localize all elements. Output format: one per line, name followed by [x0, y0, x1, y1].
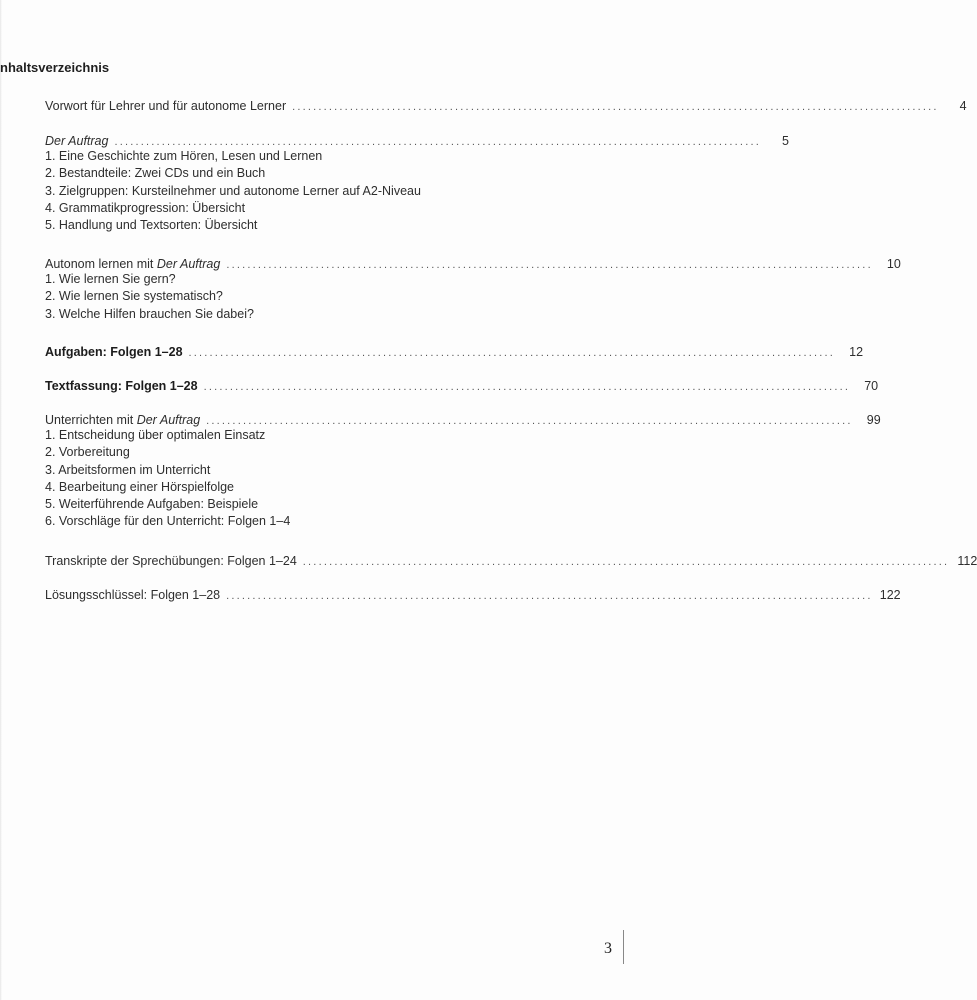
- toc-entry-transkripte[interactable]: [45, 550, 977, 568]
- toc-subentry: 2. Vorbereitung: [45, 445, 130, 460]
- toc-heading: nhaltsverzeichnis: [0, 60, 110, 75]
- toc-entry-page: 112: [957, 554, 977, 568]
- leader-dots: ...........................................................................................................................: [114, 136, 761, 148]
- toc-subentry: 5. Weiterführende Aufgaben: Beispiele: [45, 497, 259, 512]
- toc-entry-title: Autonom lernen mit: [45, 257, 157, 271]
- toc-entry-title: Unterrichten mit: [45, 413, 137, 427]
- toc-entry-title: Aufgaben: Folgen 1–28: [45, 345, 183, 359]
- toc-subentry: 4. Bearbeitung einer Hörspielfolge: [45, 479, 235, 494]
- toc-entry-unterrichten[interactable]: [45, 409, 881, 531]
- toc-entry-title: Der Auftrag: [45, 134, 109, 148]
- toc-entry-page: 10: [886, 257, 901, 271]
- toc-entry-aufgaben[interactable]: [45, 341, 864, 359]
- toc-entry-title-italic: Der Auftrag: [136, 413, 201, 427]
- toc-entry-page: 70: [864, 379, 879, 393]
- leader-dots: ...........................................................................................................................: [226, 590, 873, 602]
- leader-dots: ...........................................................................................................................: [206, 415, 853, 427]
- toc-entry-title: Textfassung: Folgen 1–28: [45, 379, 198, 393]
- toc-subentry: 3. Arbeitsformen im Unterricht: [45, 462, 211, 477]
- toc-entry-der-auftrag[interactable]: [45, 130, 789, 234]
- toc-entry-title-italic: Der Auftrag: [156, 257, 221, 271]
- toc-entry-loesungsschluessel[interactable]: [45, 584, 901, 602]
- toc-entry-title: Vorwort für Lehrer und für autonome Lerner: [45, 99, 287, 113]
- toc-entry-textfassung[interactable]: [45, 375, 879, 393]
- toc-entry-title: Lösungsschlüssel: Folgen 1–28: [45, 588, 221, 602]
- toc-subentry: 2. Bestandteile: Zwei CDs und ein Buch: [45, 166, 266, 181]
- leader-dots: ...........................................................................................................................: [188, 347, 836, 359]
- leader-dots: ...........................................................................................................................: [226, 259, 873, 271]
- toc-entry-page: 99: [866, 413, 881, 427]
- toc-subentry: 6. Vorschläge für den Unterricht: Folgen 1–4: [45, 514, 291, 529]
- leader-dots: ...........................................................................................................................: [203, 381, 851, 393]
- toc-entry-page: 122: [879, 588, 901, 602]
- toc-entry-page: 5: [782, 134, 789, 148]
- leader-dots: ...........................................................................................................................: [292, 101, 939, 113]
- page-number-rule: [623, 930, 624, 964]
- toc-subentry: 5. Handlung und Textsorten: Übersicht: [45, 218, 258, 233]
- toc-subentry: 1. Entscheidung über optimalen Einsatz: [45, 428, 266, 442]
- toc-subentry: 3. Welche Hilfen brauchen Sie dabei?: [45, 306, 254, 321]
- toc-subentry: 2. Wie lernen Sie systematisch?: [45, 289, 223, 304]
- toc-entry-page: 12: [849, 345, 864, 359]
- toc-entry-title: Transkripte der Sprechübungen: Folgen 1–24: [45, 554, 297, 568]
- toc-subentry: 3. Zielgruppen: Kursteilnehmer und autonome Lerner auf A2-Niveau: [45, 183, 421, 198]
- page-number: 3: [604, 940, 612, 957]
- page-edge-shadow: [0, 0, 2, 1000]
- toc-entry-vorwort[interactable]: [45, 95, 967, 113]
- leader-dots: ...........................................................................................................................: [302, 556, 950, 568]
- toc-subentry: 4. Grammatikprogression: Übersicht: [45, 200, 246, 215]
- toc-entry-autonom-lernen[interactable]: [45, 253, 901, 323]
- toc-entry-page: 4: [959, 99, 967, 113]
- toc-subentry: 1. Wie lernen Sie gern?: [45, 272, 176, 286]
- toc-subentry: 1. Eine Geschichte zum Hören, Lesen und Lernen: [45, 149, 323, 163]
